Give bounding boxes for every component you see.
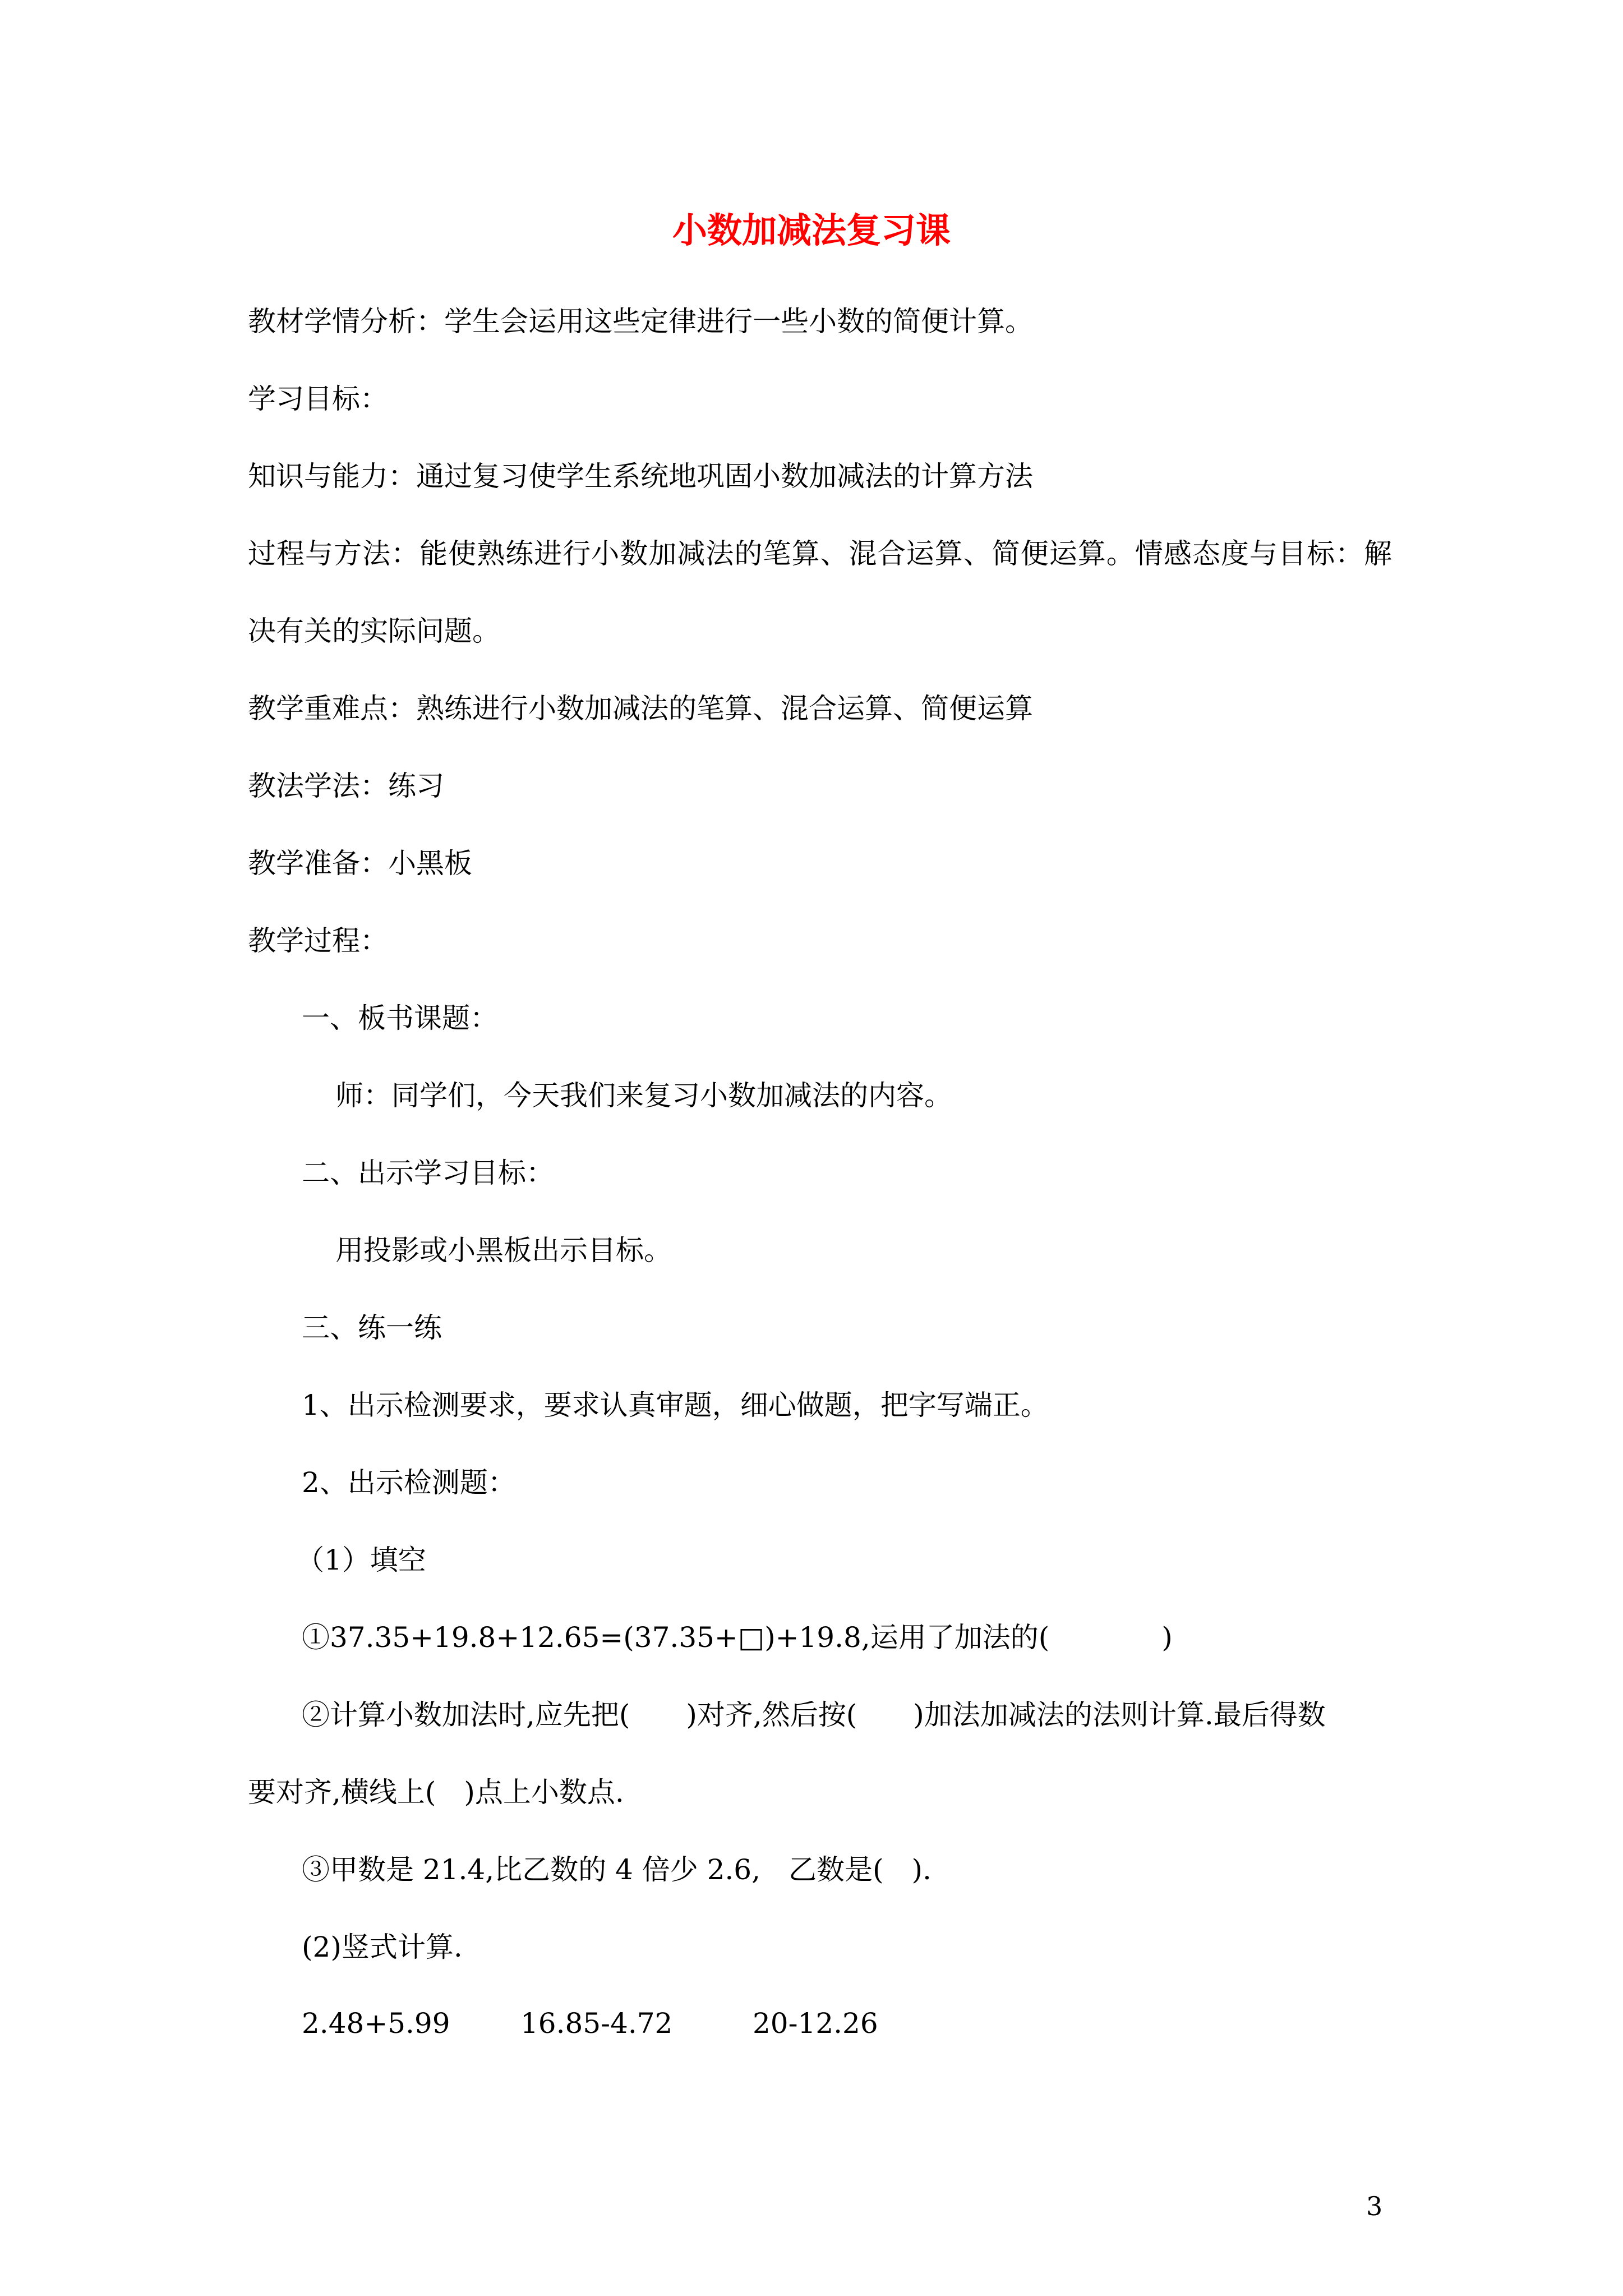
section-one-heading: 一、板书课题： [302, 1002, 498, 1034]
process-method-continuation: 决有关的实际问题。 [248, 615, 500, 647]
teacher-remark: 师：同学们，今天我们来复习小数加减法的内容。 [335, 1079, 952, 1112]
vertical-calculation-heading: (2)竖式计算. [302, 1931, 463, 1963]
fill-blank-heading: （1）填空 [296, 1544, 426, 1576]
question-three: ③甲数是 21.4,比乙数的 4 倍少 2.6, 乙数是( ). [302, 1853, 932, 1886]
question-one: ①37.35+19.8+12.65=(37.35+□)+19.8,运用了加法的( ) [302, 1621, 1173, 1654]
calculation-item: 2.48+5.99 [302, 2007, 450, 2040]
objectives-heading: 学习目标： [248, 383, 388, 415]
display-objectives-line: 用投影或小黑板出示目标。 [335, 1234, 672, 1267]
calculation-item: 20-12.26 [753, 2007, 878, 2040]
knowledge-ability-line: 知识与能力：通过复习使学生系统地巩固小数加减法的计算方法 [248, 460, 1033, 493]
section-two-heading: 二、出示学习目标： [302, 1157, 554, 1189]
test-requirement-line: 1、出示检测要求，要求认真审题，细心做题，把字写端正。 [302, 1389, 1049, 1421]
document-title: 小数加减法复习课 [672, 210, 951, 251]
question-two: ②计算小数加法时,应先把( )对齐,然后按( )加法加减法的法则计算.最后得数 [302, 1699, 1326, 1731]
question-two-continuation: 要对齐,横线上( )点上小数点. [248, 1776, 624, 1809]
test-questions-line: 2、出示检测题： [302, 1466, 516, 1499]
section-three-heading: 三、练一练 [302, 1312, 442, 1344]
analysis-line: 教材学情分析：学生会运用这些定律进行一些小数的简便计算。 [248, 305, 1033, 338]
page-number: 3 [1366, 2191, 1383, 2221]
calculation-item: 16.85-4.72 [520, 2007, 673, 2040]
key-difficulties-line: 教学重难点：熟练进行小数加减法的笔算、混合运算、简便运算 [248, 692, 1033, 725]
teaching-preparation-line: 教学准备：小黑板 [248, 847, 472, 880]
teaching-process-heading: 教学过程： [248, 924, 388, 957]
process-method-line: 过程与方法：能使熟练进行小数加减法的笔算、混合运算、简便运算。情感态度与目标：解 [248, 537, 1392, 570]
teaching-method-line: 教法学法：练习 [248, 770, 444, 802]
